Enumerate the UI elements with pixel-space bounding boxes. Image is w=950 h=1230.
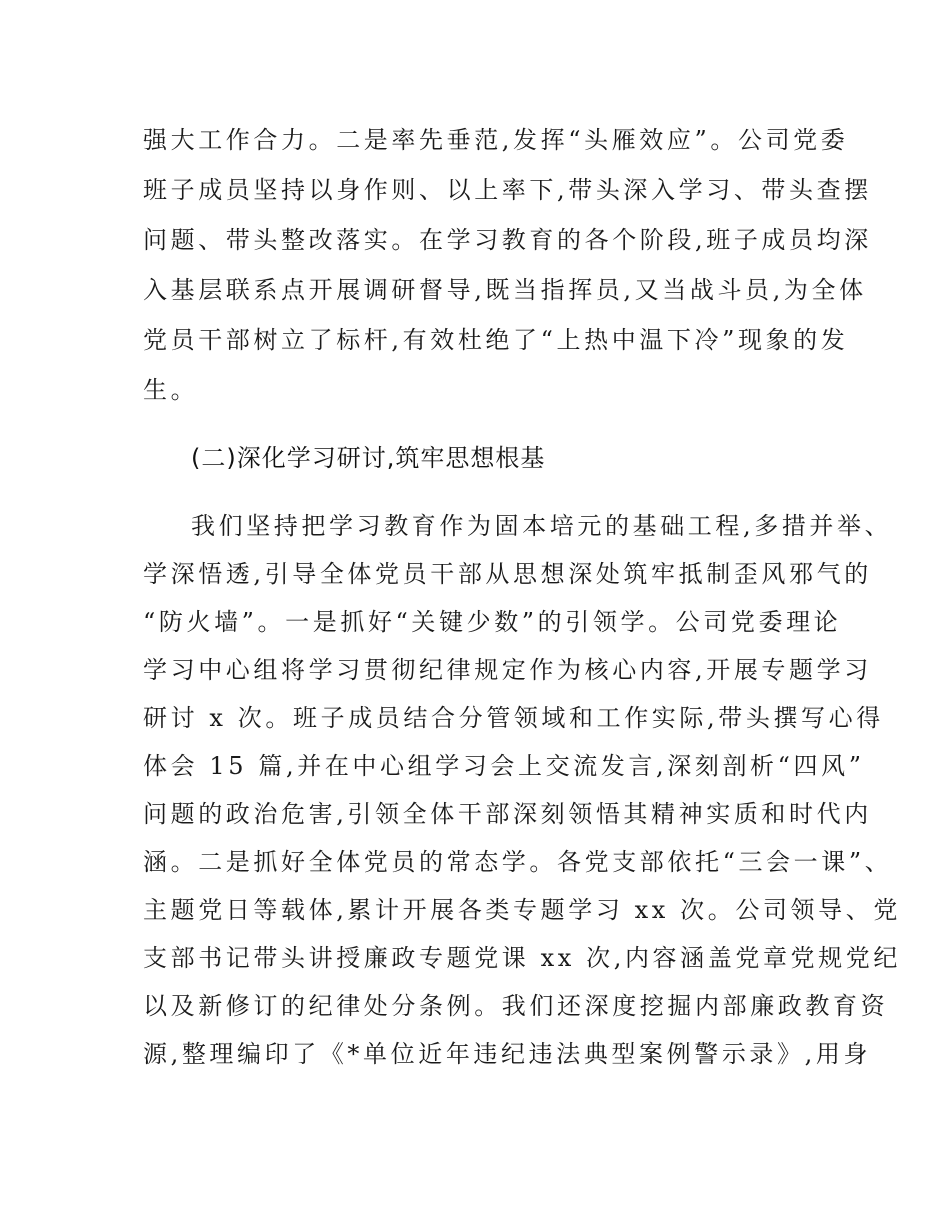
paragraph-line: 生。 bbox=[143, 376, 199, 404]
paragraph-line: 主题党日等载体,累计开展各类专题学习 xx 次。公司领导、党 bbox=[143, 896, 901, 924]
paragraph-line: “防火墙”。一是抓好“关键少数”的引领学。公司党委理论 bbox=[143, 608, 842, 636]
paragraph-line: 强大工作合力。二是率先垂范,发挥“头雁效应”。公司党委 bbox=[143, 126, 849, 154]
paragraph-line: 以及新修订的纪律处分条例。我们还深度挖掘内部廉政教育资 bbox=[143, 992, 889, 1020]
paragraph-line: 研讨 x 次。班子成员结合分管领域和工作实际,带头撰写心得 bbox=[143, 704, 884, 732]
paragraph-line: 体会 15 篇,并在中心组学习会上交流发言,深刻剖析“四风” bbox=[143, 752, 865, 780]
paragraph-line: 源,整理编印了《*单位近年违纪违法典型案例警示录》,用身 bbox=[143, 1040, 872, 1068]
paragraph-line: 问题、带头整改落实。在学习教育的各个阶段,班子成员均深 bbox=[143, 226, 872, 254]
paragraph-line: 支部书记带头讲授廉政专题党课 xx 次,内容涵盖党章党规党纪 bbox=[143, 944, 901, 972]
paragraph-line: 问题的政治危害,引领全体干部深刻领悟其精神实质和时代内 bbox=[143, 800, 872, 828]
paragraph-line: 我们坚持把学习教育作为固本培元的基础工程,多措并举、 bbox=[191, 512, 893, 540]
paragraph-line: 入基层联系点开展调研督导,既当指挥员,又当战斗员,为全体 bbox=[143, 276, 867, 304]
paragraph-line: 党员干部树立了标杆,有效杜绝了“上热中温下冷”现象的发 bbox=[143, 326, 849, 354]
paragraph-line: 学深悟透,引导全体党员干部从思想深处筑牢抵制歪风邪气的 bbox=[143, 560, 872, 588]
paragraph-line: 涵。二是抓好全体党员的常态学。各党支部依托“三会一课”、 bbox=[143, 848, 893, 876]
paragraph-line: 班子成员坚持以身作则、以上率下,带头深入学习、带头查摆 bbox=[143, 176, 872, 204]
paragraph-line: 学习中心组将学习贯彻纪律规定作为核心内容,开展专题学习 bbox=[143, 656, 872, 684]
section-heading: (二)深化学习研讨,筑牢思想根基 bbox=[191, 444, 546, 472]
